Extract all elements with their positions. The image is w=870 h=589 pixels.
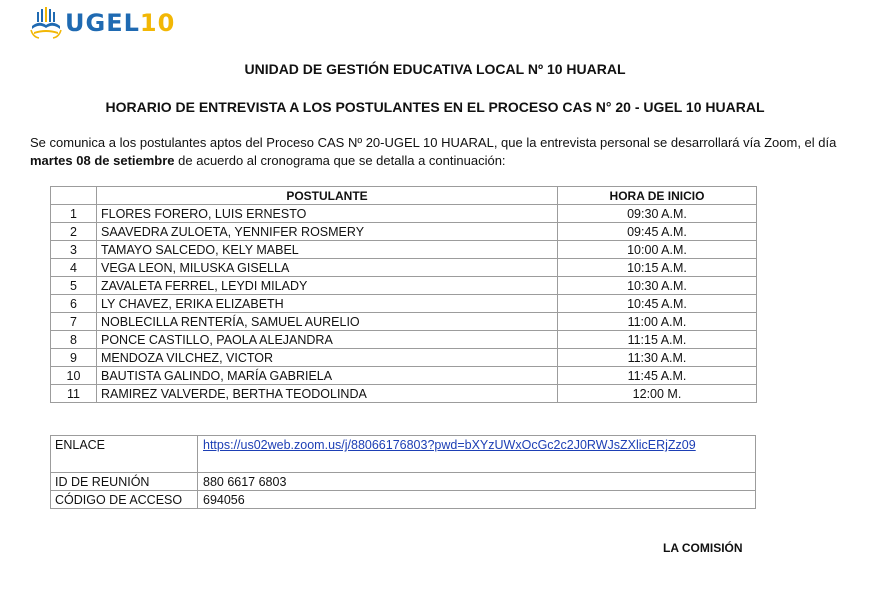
row-number: 4 (51, 259, 97, 277)
table-row (51, 205, 757, 223)
row-hora: 11:30 A.M. (558, 349, 757, 367)
table-row (51, 277, 757, 295)
row-number: 5 (51, 277, 97, 295)
link-row (51, 436, 756, 473)
table-row (51, 349, 757, 367)
row-number: 9 (51, 349, 97, 367)
logo-text (65, 11, 175, 35)
access-code-row (51, 491, 756, 509)
schedule-table (50, 186, 757, 403)
document-title: UNIDAD DE GESTIÓN EDUCATIVA LOCAL Nº 10 HUARAL (244, 61, 626, 77)
document-subtitle: HORARIO DE ENTREVISTA A LOS POSTULANTES EN EL PROCESO CAS N° 20 - UGEL 10 HUARAL (105, 99, 765, 115)
intro-date: martes 08 de setiembre (30, 153, 175, 168)
signature: LA COMISIÓN (663, 541, 743, 555)
row-number: 6 (51, 295, 97, 313)
row-postulante: TAMAYO SALCEDO, KELY MABEL (97, 241, 558, 259)
row-number: 2 (51, 223, 97, 241)
meeting-info-table (50, 435, 756, 509)
row-hora: 11:45 A.M. (558, 367, 757, 385)
header-hora: HORA DE INICIO (558, 187, 757, 205)
row-number: 3 (51, 241, 97, 259)
logo-text-number: 10 (139, 9, 176, 37)
row-hora: 10:15 A.M. (558, 259, 757, 277)
row-postulante: SAAVEDRA ZULOETA, YENNIFER ROSMERY (97, 223, 558, 241)
book-emblem-icon (29, 6, 63, 40)
row-hora: 09:45 A.M. (558, 223, 757, 241)
row-number: 10 (51, 367, 97, 385)
table-row (51, 331, 757, 349)
row-hora: 11:00 A.M. (558, 313, 757, 331)
link-label: ENLACE (51, 436, 198, 473)
table-row (51, 241, 757, 259)
row-hora: 12:00 M. (558, 385, 757, 403)
logo-text-ugel: UGEL (65, 9, 140, 37)
schedule-header-row (51, 187, 757, 205)
row-postulante: VEGA LEON, MILUSKA GISELLA (97, 259, 558, 277)
row-hora: 11:15 A.M. (558, 331, 757, 349)
row-number: 11 (51, 385, 97, 403)
access-code-label: CÓDIGO DE ACCESO (51, 491, 198, 509)
header-number (51, 187, 97, 205)
row-hora: 10:45 A.M. (558, 295, 757, 313)
row-hora: 10:00 A.M. (558, 241, 757, 259)
row-number: 8 (51, 331, 97, 349)
row-postulante: PONCE CASTILLO, PAOLA ALEJANDRA (97, 331, 558, 349)
intro-text-2: de acuerdo al cronograma que se detalla a continuación: (174, 153, 506, 168)
header-postulante: POSTULANTE (97, 187, 558, 205)
row-hora: 10:30 A.M. (558, 277, 757, 295)
meeting-id-row (51, 473, 756, 491)
table-row (51, 367, 757, 385)
row-postulante: BAUTISTA GALINDO, MARÍA GABRIELA (97, 367, 558, 385)
access-code-value: 694056 (198, 491, 756, 509)
table-row (51, 223, 757, 241)
table-row (51, 385, 757, 403)
intro-text-1: Se comunica a los postulantes aptos del Proceso CAS Nº 20-UGEL 10 HUARAL, que la entrevista personal se desarrollará vía Zoom, el día (30, 135, 837, 150)
row-number: 7 (51, 313, 97, 331)
table-row (51, 295, 757, 313)
row-number: 1 (51, 205, 97, 223)
zoom-link[interactable]: https://us02web.zoom.us/j/88066176803?pwd=bXYzUWxOcGc2c2J0RWJsZXlicERjZz09 (203, 438, 696, 452)
table-row (51, 313, 757, 331)
row-postulante: ZAVALETA FERREL, LEYDI MILADY (97, 277, 558, 295)
row-hora: 09:30 A.M. (558, 205, 757, 223)
row-postulante: FLORES FORERO, LUIS ERNESTO (97, 205, 558, 223)
intro-paragraph (30, 134, 850, 170)
row-postulante: RAMIREZ VALVERDE, BERTHA TEODOLINDA (97, 385, 558, 403)
meeting-id-label: ID DE REUNIÓN (51, 473, 198, 491)
row-postulante: MENDOZA VILCHEZ, VICTOR (97, 349, 558, 367)
meeting-id-value: 880 6617 6803 (198, 473, 756, 491)
row-postulante: NOBLECILLA RENTERÍA, SAMUEL AURELIO (97, 313, 558, 331)
table-row (51, 259, 757, 277)
ugel-logo (29, 6, 175, 40)
row-postulante: LY CHAVEZ, ERIKA ELIZABETH (97, 295, 558, 313)
